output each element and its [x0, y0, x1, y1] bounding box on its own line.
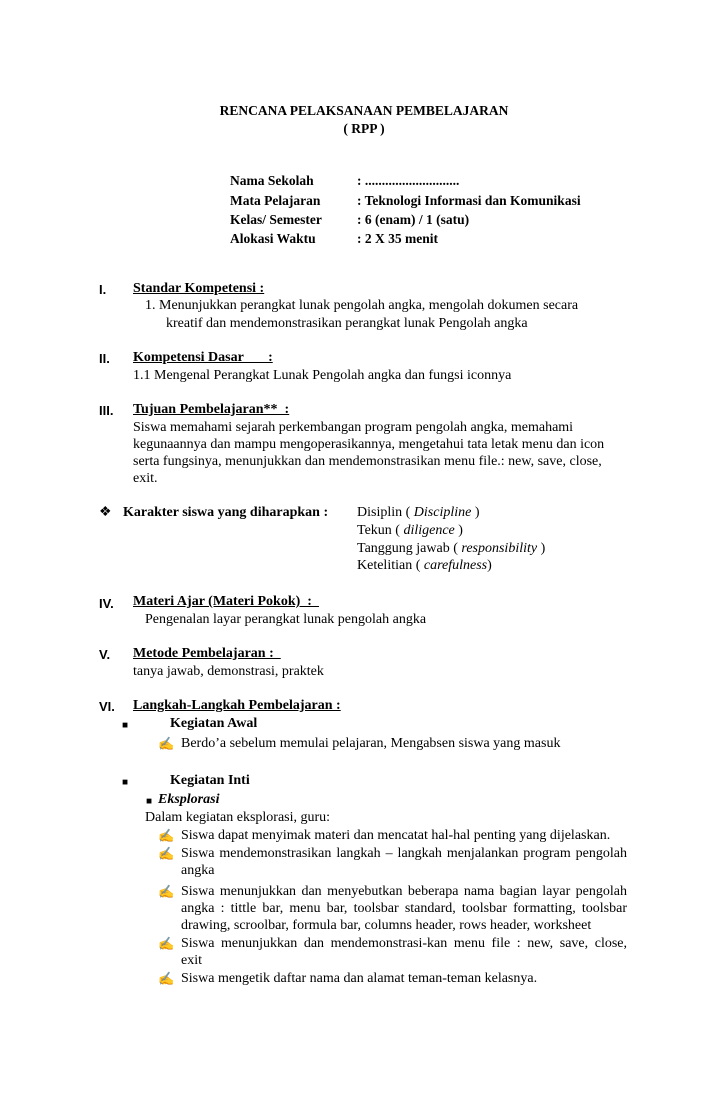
info-label-class: Kelas/ Semester [230, 212, 322, 227]
hand-writing-icon: ✍ [158, 884, 175, 899]
eksplorasi-intro: Dalam kegiatan eksplorasi, guru: [145, 810, 331, 825]
section-1-line-2: kreatif dan mendemonstrasikan perangkat lunak Pengolah angka [166, 316, 528, 331]
hand-writing-icon: ✍ [158, 828, 175, 843]
eksplorasi-item-continued: drawing, scroolbar, formula bar, columns header, rows header, worksheet [181, 918, 592, 933]
square-bullet-icon: ■ [122, 777, 129, 788]
section-5-number: V. [99, 647, 111, 662]
eksplorasi-item: Siswa mengetik daftar nama dan alamat teman-teman kelasnya. [181, 971, 538, 986]
square-bullet-icon: ■ [146, 796, 153, 807]
eksplorasi-label: Eksplorasi [158, 792, 220, 807]
info-label-time: Alokasi Waktu [230, 231, 316, 246]
section-5-line-1: tanya jawab, demonstrasi, praktek [133, 664, 324, 679]
eksplorasi-item: Siswa dapat menyimak materi dan mencatat hal-hal penting yang dijelaskan. [181, 828, 611, 843]
hand-writing-icon: ✍ [158, 846, 175, 861]
diamond-bullet-icon: ❖ [99, 505, 112, 520]
page-subtitle: ( RPP ) [343, 121, 385, 136]
section-4-line-1: Pengenalan layar perangkat lunak pengolah angka [145, 612, 427, 627]
info-value-class: : 6 (enam) / 1 (satu) [357, 212, 470, 227]
eksplorasi-item: Siswa menunjukkan dan mendemonstrasi-kan menu file : new, save, close, [181, 936, 627, 951]
kegiatan-awal-label: Kegiatan Awal [170, 716, 258, 731]
square-bullet-icon: ■ [122, 720, 129, 731]
hand-writing-icon: ✍ [158, 736, 175, 751]
info-value-school: : ............................ [357, 173, 460, 188]
info-label-subject: Mata Pelajaran [230, 193, 321, 208]
section-1-line-1: 1. Menunjukkan perangkat lunak pengolah angka, mengolah dokumen secara [145, 298, 579, 313]
section-1-number: I. [99, 282, 107, 297]
section-5-heading: Metode Pembelajaran : [133, 646, 281, 661]
info-value-time: : 2 X 35 menit [357, 231, 438, 246]
page-title: RENCANA PELAKSANAAN PEMBELAJARAN [219, 103, 509, 118]
karakter-item: Disiplin ( Discipline ) [357, 505, 480, 520]
section-2-number: II. [99, 351, 110, 366]
karakter-item: Tekun ( diligence ) [357, 523, 463, 538]
eksplorasi-item-continued: exit [181, 953, 202, 968]
section-3-line-4: exit. [133, 471, 158, 486]
hand-writing-icon: ✍ [158, 971, 175, 986]
section-2-line-1: 1.1 Mengenal Perangkat Lunak Pengolah angka dan fungsi iconnya [133, 368, 512, 383]
karakter-label: Karakter siswa yang diharapkan : [123, 505, 329, 520]
section-3-heading: Tujuan Pembelajaran** : [133, 402, 290, 417]
eksplorasi-item-continued: angka [181, 863, 215, 878]
karakter-item: Ketelitian ( carefulness) [357, 558, 492, 573]
info-value-subject: : Teknologi Informasi dan Komunikasi [357, 193, 581, 208]
info-label-school: Nama Sekolah [230, 173, 314, 188]
section-3-line-3: serta fungsinya, menunjukkan dan mendemonstrasikan menu file.: new, save, close, [133, 454, 602, 469]
section-1-heading: Standar Kompetensi : [133, 281, 265, 296]
section-3-number: III. [99, 403, 114, 418]
section-6-number: VI. [99, 699, 115, 714]
eksplorasi-item-continued: angka : tittle bar, menu bar, toolsbar standard, toolsbar formatting, toolsbar [181, 901, 627, 916]
kegiatan-inti-label: Kegiatan Inti [170, 773, 250, 788]
kegiatan-awal-item: Berdo’a sebelum memulai pelajaran, Mengabsen siswa yang masuk [181, 736, 561, 751]
eksplorasi-item: Siswa mendemonstrasikan langkah – langkah menjalankan program pengolah [181, 846, 627, 861]
hand-writing-icon: ✍ [158, 936, 175, 951]
section-3-line-1: Siswa memahami sejarah perkembangan program pengolah angka, memahami [133, 420, 574, 435]
section-4-number: IV. [99, 596, 114, 611]
karakter-item: Tanggung jawab ( responsibility ) [357, 541, 546, 556]
section-3-line-2: kegunaannya dan mampu mengoperasikannya, mengetahui tata letak menu dan icon [133, 437, 605, 452]
section-2-heading: Kompetensi Dasar : [133, 350, 273, 365]
section-4-heading: Materi Ajar (Materi Pokok) : [133, 594, 319, 609]
section-6-heading: Langkah-Langkah Pembelajaran : [133, 698, 341, 713]
eksplorasi-item: Siswa menunjukkan dan menyebutkan beberapa nama bagian layar pengolah [181, 884, 627, 899]
